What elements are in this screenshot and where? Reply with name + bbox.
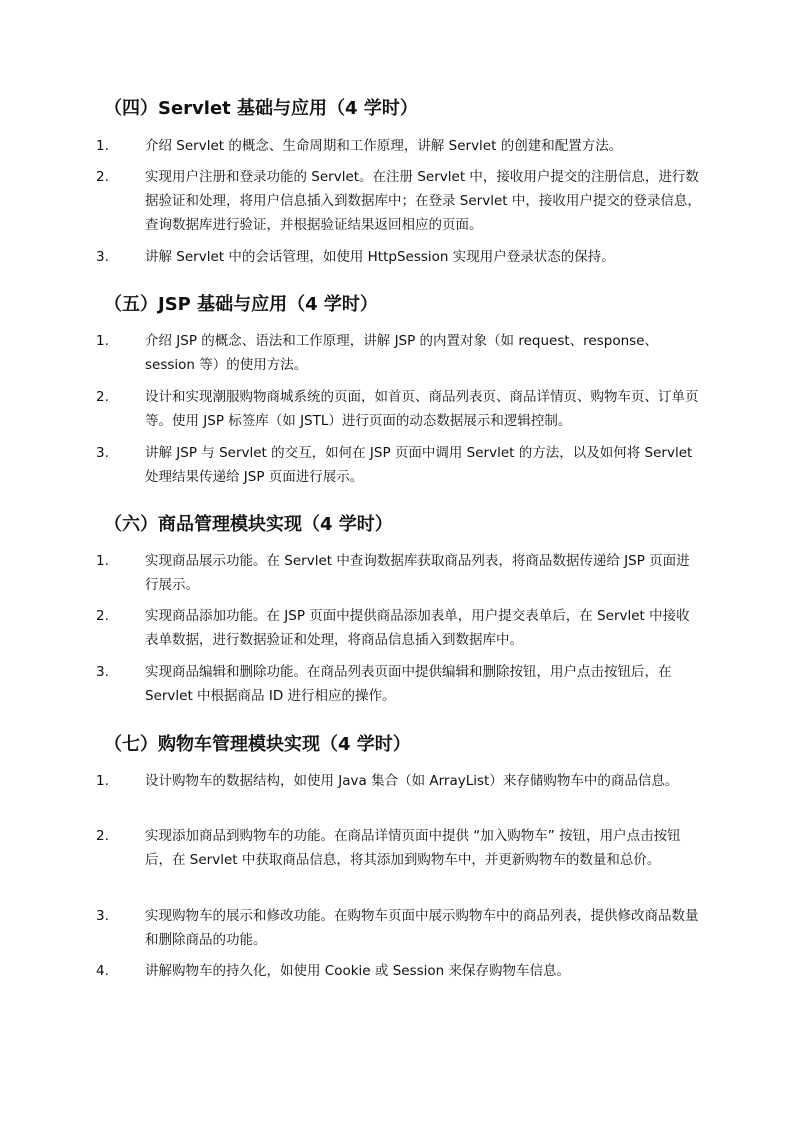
item-text: 实现添加商品到购物车的功能。在商品详情页面中提供 “加入购物车” 按钮，用户点击按钮后，在 Servlet 中获取商品信息，将其添加到购物车中，并更新购物车的数量和总价。: [145, 828, 681, 868]
item-number: 2.: [96, 828, 109, 844]
item-number: 1.: [96, 138, 109, 154]
item-text: 讲解 JSP 与 Servlet 的交互，如何在 JSP 页面中调用 Servlet 的方法，以及如何将 Servlet 处理结果传递给 JSP 页面进行展示。: [145, 445, 693, 485]
item-text: 介绍 JSP 的概念、语法和工作原理，讲解 JSP 的内置对象（如 request、response、session 等）的使用方法。: [145, 333, 658, 373]
item-text: 设计购物车的数据结构，如使用 Java 集合（如 ArrayList）来存储购物车中的商品信息。: [145, 773, 679, 789]
item-number: 2.: [96, 169, 109, 185]
item-text: 实现商品编辑和删除功能。在商品列表页面中提供编辑和删除按钮，用户点击按钮后，在 Servlet 中根据商品 ID 进行相应的操作。: [145, 664, 672, 704]
item-number: 3.: [96, 908, 109, 924]
item-number: 1.: [96, 333, 109, 349]
item-number: 3.: [96, 249, 109, 265]
section-heading: （七）购物车管理模块实现（4 学时）: [104, 734, 411, 755]
item-text: 实现用户注册和登录功能的 Servlet。在注册 Servlet 中，接收用户提交的注册信息，进行数据验证和处理，将用户信息插入到数据库中；在登录 Servlet 中，接收用户提交的登录信息，查询数据库进行验证，并根据验证结果返回相应的页面。: [145, 169, 701, 233]
item-number: 1.: [96, 553, 109, 569]
item-text: 实现商品展示功能。在 Servlet 中查询数据库获取商品列表，将商品数据传递给 JSP 页面进行展示。: [145, 553, 690, 593]
section-heading: （四）Servlet 基础与应用（4 学时）: [104, 98, 418, 119]
item-number: 3.: [96, 664, 109, 680]
item-text: 介绍 Servlet 的概念、生命周期和工作原理，讲解 Servlet 的创建和配置方法。: [145, 138, 623, 154]
item-number: 1.: [96, 773, 109, 789]
item-number: 2.: [96, 608, 109, 624]
section-heading: （五）JSP 基础与应用（4 学时）: [104, 294, 378, 315]
item-number: 3.: [96, 445, 109, 461]
item-text: 实现购物车的展示和修改功能。在购物车页面中展示购物车中的商品列表，提供修改商品数量和删除商品的功能。: [145, 908, 699, 948]
item-text: 讲解购物车的持久化，如使用 Cookie 或 Session 来保存购物车信息。: [145, 963, 570, 979]
item-text: 设计和实现潮服购物商城系统的页面，如首页、商品列表页、商品详情页、购物车页、订单页等。使用 JSP 标签库（如 JSTL）进行页面的动态数据展示和逻辑控制。: [145, 389, 699, 429]
item-text: 实现商品添加功能。在 JSP 页面中提供商品添加表单，用户提交表单后，在 Servlet 中接收表单数据，进行数据验证和处理，将商品信息插入到数据库中。: [145, 608, 690, 648]
section-heading: （六）商品管理模块实现（4 学时）: [104, 514, 393, 535]
item-text: 讲解 Servlet 中的会话管理，如使用 HttpSession 实现用户登录状态的保持。: [145, 249, 615, 265]
item-number: 2.: [96, 389, 109, 405]
item-number: 4.: [96, 963, 109, 979]
